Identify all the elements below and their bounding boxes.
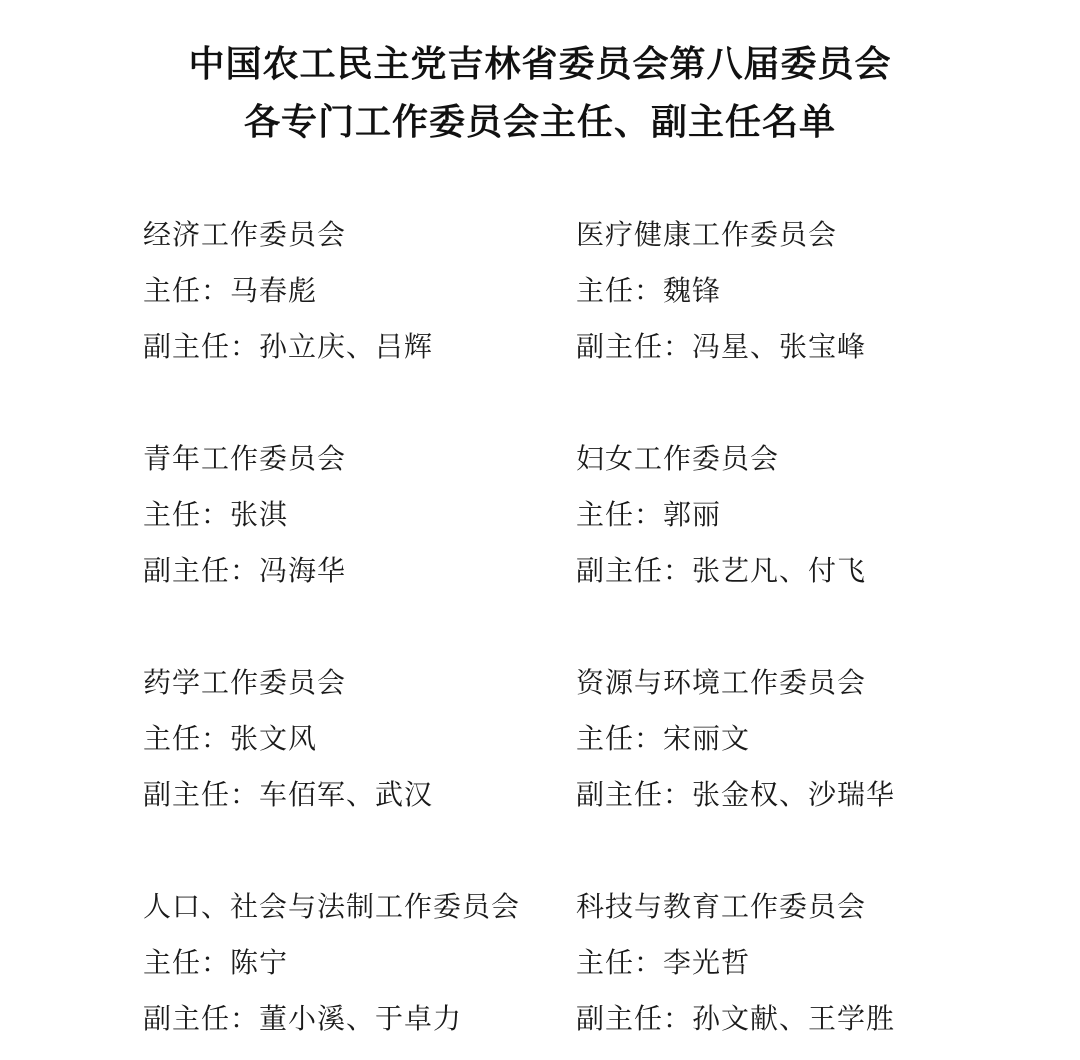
committee-name: 经济工作委员会 — [143, 218, 347, 251]
deputy-names: 张艺凡、付飞 — [692, 554, 867, 587]
committee-block — [143, 890, 573, 1060]
deputy-names: 孙立庆、吕辉 — [259, 330, 434, 363]
director-line — [143, 498, 288, 532]
committee-name: 妇女工作委员会 — [576, 442, 780, 475]
page-title-line-2: 各专门工作委员会主任、副主任名单 — [243, 101, 836, 143]
committee-block — [576, 666, 1006, 836]
committee-name: 医疗健康工作委员会 — [576, 218, 838, 251]
director-label: 主任： — [143, 946, 231, 979]
director-name: 魏锋 — [663, 274, 722, 307]
deputy-label: 副主任： — [143, 554, 260, 587]
director-name: 郭丽 — [663, 498, 722, 531]
director-name: 张文风 — [230, 722, 318, 755]
deputy-line — [143, 1002, 462, 1036]
deputy-names: 张金权、沙瑞华 — [692, 778, 896, 811]
deputy-line — [576, 1002, 895, 1036]
deputy-names: 车佰军、武汉 — [259, 778, 434, 811]
director-label: 主任： — [576, 722, 664, 755]
committee-block — [576, 890, 1006, 1060]
deputy-label: 副主任： — [576, 554, 693, 587]
director-line — [576, 722, 750, 756]
committee-block — [576, 442, 1006, 612]
deputy-label: 副主任： — [576, 778, 693, 811]
director-line — [143, 722, 317, 756]
director-line — [143, 946, 288, 980]
director-label: 主任： — [576, 498, 664, 531]
deputy-names: 孙文献、王学胜 — [692, 1002, 896, 1035]
deputy-line — [143, 778, 433, 812]
director-label: 主任： — [143, 722, 231, 755]
committee-name: 人口、社会与法制工作委员会 — [143, 890, 521, 923]
deputy-names: 董小溪、于卓力 — [259, 1002, 463, 1035]
committee-name: 科技与教育工作委员会 — [576, 890, 867, 923]
director-line — [576, 274, 721, 308]
director-label: 主任： — [576, 946, 664, 979]
committee-block — [143, 666, 573, 836]
deputy-label: 副主任： — [143, 778, 260, 811]
director-label: 主任： — [143, 274, 231, 307]
committee-name: 资源与环境工作委员会 — [576, 666, 867, 699]
director-name: 马春彪 — [230, 274, 318, 307]
director-name: 李光哲 — [663, 946, 751, 979]
director-name: 张淇 — [230, 498, 289, 531]
director-label: 主任： — [143, 498, 231, 531]
deputy-label: 副主任： — [576, 1002, 693, 1035]
committee-block — [143, 442, 573, 612]
deputy-label: 副主任： — [143, 1002, 260, 1035]
deputy-names: 冯星、张宝峰 — [692, 330, 867, 363]
committee-block — [143, 218, 573, 388]
page-title-line-1: 中国农工民主党吉林省委员会第八届委员会 — [188, 43, 892, 85]
director-name: 陈宁 — [230, 946, 289, 979]
committee-block — [576, 218, 1006, 388]
committee-name: 药学工作委员会 — [143, 666, 347, 699]
director-line — [576, 498, 721, 532]
deputy-label: 副主任： — [576, 330, 693, 363]
deputy-label: 副主任： — [143, 330, 260, 363]
director-name: 宋丽文 — [663, 722, 751, 755]
deputy-line — [143, 554, 346, 588]
deputy-line — [576, 554, 866, 588]
deputy-names: 冯海华 — [259, 554, 347, 587]
director-line — [576, 946, 750, 980]
deputy-line — [576, 778, 895, 812]
deputy-line — [576, 330, 866, 364]
committee-name: 青年工作委员会 — [143, 442, 347, 475]
director-label: 主任： — [576, 274, 664, 307]
deputy-line — [143, 330, 433, 364]
director-line — [143, 274, 317, 308]
